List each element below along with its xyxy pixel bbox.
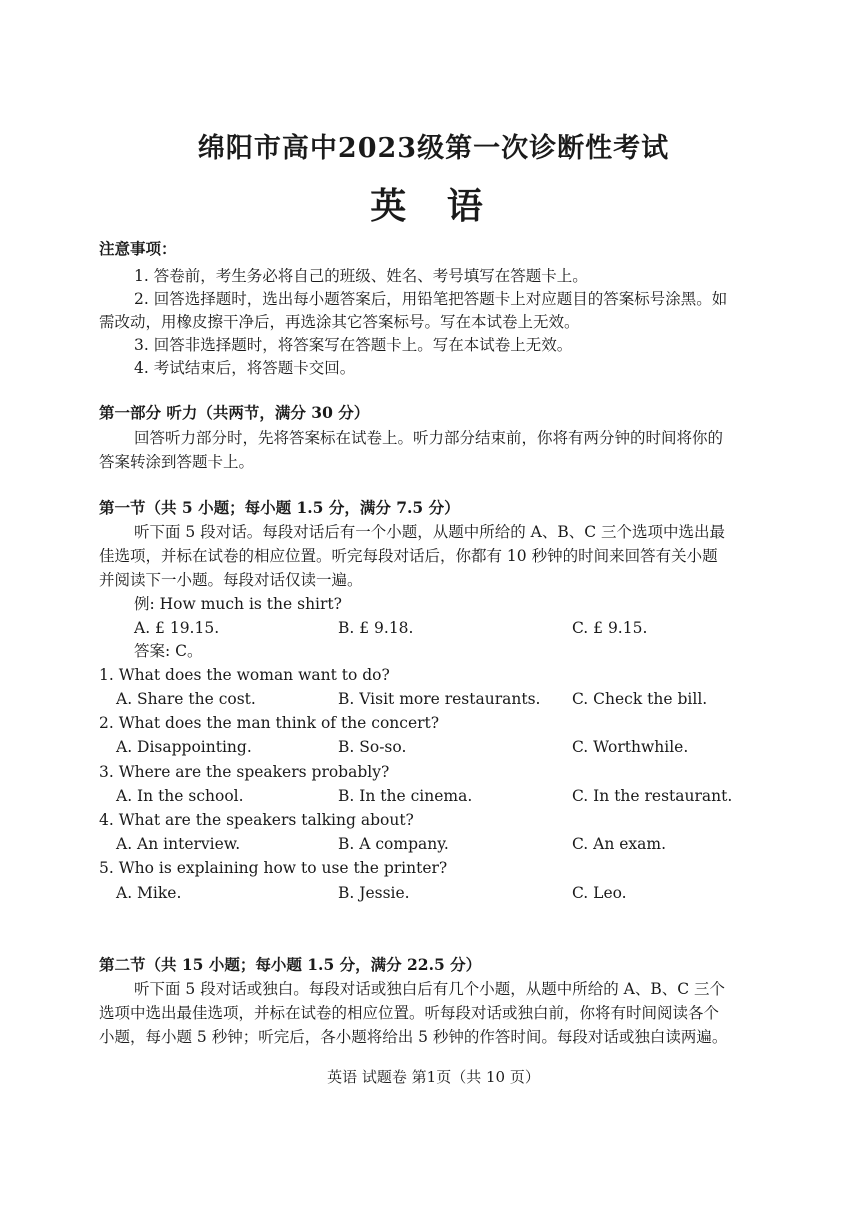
section2-instructions: 听下面 5 段对话或独白。每段对话或独白后有几个小题，从题中所给的 A、B、C 三个 [134, 980, 726, 998]
exam-title: 绵阳市高中2023级第一次诊断性考试 [197, 133, 670, 164]
question-1-option-c: C. Check the bill. [572, 690, 708, 708]
question-2-option-c: C. Worthwhile. [572, 738, 689, 756]
question-3: 3. Where are the speakers probably? [99, 763, 390, 781]
page-footer: 英语 试题卷 第1页（共 10 页） [327, 1068, 540, 1086]
note-item: 4. 考试结束后，将答题卡交回。 [134, 359, 356, 377]
notes-heading: 注意事项： [99, 239, 177, 258]
section2-heading: 第二节（共 15 小题；每小题 1.5 分，满分 22.5 分） [99, 955, 482, 974]
section1-instructions: 佳选项，并标在试卷的相应位置。听完每段对话后，你都有 10 秒钟的时间来回答有关小题 [99, 547, 718, 565]
question-4: 4. What are the speakers talking about? [99, 811, 414, 829]
note-item: 2. 回答选择题时，选出每小题答案后，用铅笔把答题卡上对应题目的答案标号涂黑。如 [134, 290, 728, 308]
question-5-option-a: A. Mike. [116, 884, 182, 902]
part1-intro: 答案转涂到答题卡上。 [99, 453, 255, 471]
question-3-option-b: B. In the cinema. [338, 787, 473, 805]
example-option-c: C. £ 9.15. [572, 619, 648, 637]
question-3-option-c: C. In the restaurant. [572, 787, 733, 805]
question-4-option-a: A. An interview. [116, 835, 241, 853]
question-2-option-a: A. Disappointing. [116, 738, 252, 756]
section1-instructions: 听下面 5 段对话。每段对话后有一个小题，从题中所给的 A、B、C 三个选项中选出最 [134, 523, 726, 541]
question-1-option-b: B. Visit more restaurants. [338, 690, 541, 708]
example-option-a: A. £ 19.15. [134, 619, 220, 637]
question-4-option-c: C. An exam. [572, 835, 667, 853]
question-2-option-b: B. So-so. [338, 738, 407, 756]
example-question: 例: How much is the shirt? [134, 595, 342, 613]
part1-heading: 第一部分 听力（共两节，满分 30 分） [99, 403, 370, 422]
question-1-option-a: A. Share the cost. [116, 690, 256, 708]
section1-instructions: 并阅读下一小题。每段对话仅读一遍。 [99, 571, 363, 589]
question-5: 5. Who is explaining how to use the printer? [99, 859, 448, 877]
note-item: 3. 回答非选择题时，将答案写在答题卡上。写在本试卷上无效。 [134, 336, 573, 354]
question-1: 1. What does the woman want to do? [99, 666, 390, 684]
question-3-option-a: A. In the school. [116, 787, 244, 805]
section1-heading: 第一节（共 5 小题；每小题 1.5 分，满分 7.5 分） [99, 498, 460, 517]
question-2: 2. What does the man think of the concert? [99, 714, 440, 732]
subject-title: 英 语 [370, 185, 497, 227]
question-5-option-b: B. Jessie. [338, 884, 410, 902]
note-item: 1. 答卷前，考生务必将自己的班级、姓名、考号填写在答题卡上。 [134, 267, 588, 285]
part1-intro: 回答听力部分时，先将答案标在试卷上。听力部分结束前，你将有两分钟的时间将你的 [134, 429, 724, 447]
example-answer: 答案: C。 [134, 642, 203, 660]
note-item: 需改动，用橡皮擦干净后，再选涂其它答案标号。写在本试卷上无效。 [99, 313, 580, 331]
section2-instructions: 小题，每小题 5 秒钟；听完后，各小题将给出 5 秒钟的作答时间。每段对话或独白读两遍。 [99, 1028, 728, 1046]
section2-instructions: 选项中选出最佳选项，并标在试卷的相应位置。听每段对话或独白前，你将有时间阅读各个 [99, 1004, 720, 1022]
question-5-option-c: C. Leo. [572, 884, 627, 902]
example-option-b: B. £ 9.18. [338, 619, 414, 637]
question-4-option-b: B. A company. [338, 835, 449, 853]
